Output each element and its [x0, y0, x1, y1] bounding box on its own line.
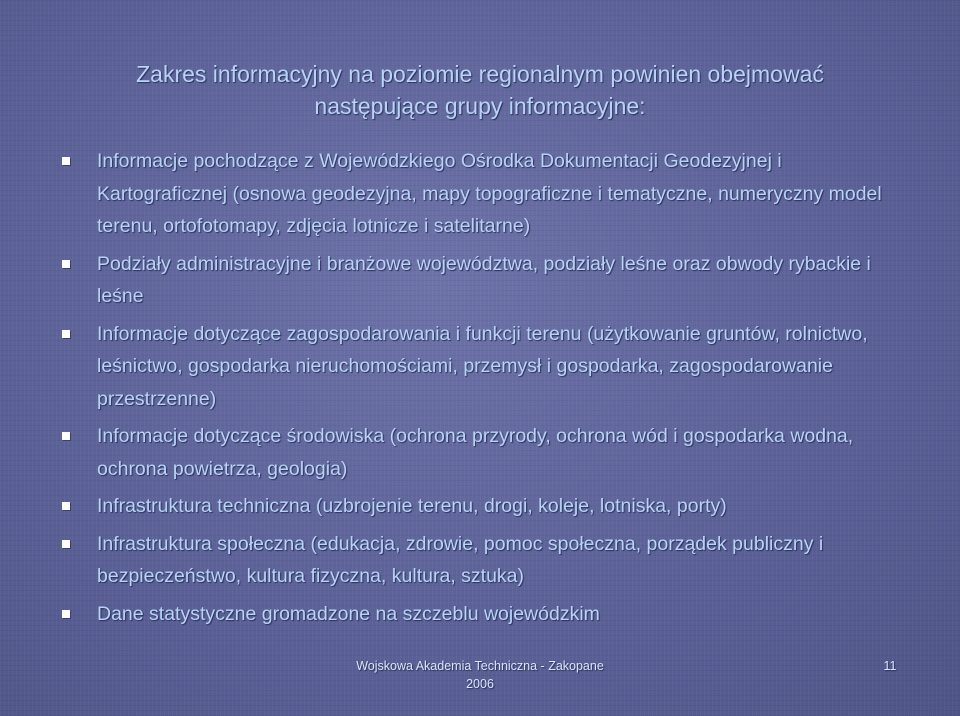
bullet-text: Informacje dotyczące zagospodarowania i funkcji terenu (użytkowanie gruntów, rolnictwo, leśnictwo, gospodarka nieruchomościami, przemysł i gospodarka, zagospodarowanie przestrzenne) [97, 322, 868, 410]
bullet-list [62, 145, 882, 635]
bullet-item-geodetic-documentation [62, 145, 882, 243]
page-number: 11 [883, 659, 897, 673]
footer-year: 2006 [466, 677, 494, 691]
bullet-text: Infrastruktura społeczna (edukacja, zdrowie, pomoc społeczna, porządek publiczny i bezpieczeństwo, kultura fizyczna, kultura, sztuka) [97, 532, 824, 587]
bullet-item-technical-infrastructure [62, 490, 882, 523]
bullet-item-land-use [62, 318, 882, 416]
bullet-item-environment [62, 420, 882, 485]
slide-footer [330, 657, 630, 693]
bullet-item-statistical-data [62, 598, 882, 631]
footer-institution: Wojskowa Akademia Techniczna - Zakopane [356, 659, 604, 673]
square-bullet-icon [62, 432, 70, 440]
bullet-text: Informacje dotyczące środowiska (ochrona przyrody, ochrona wód i gospodarka wodna, ochrona powietrza, geologia) [97, 425, 854, 480]
bullet-text: Dane statystyczne gromadzone na szczeblu wojewódzkim [97, 602, 600, 625]
slide-title-line-2: następujące grupy informacyjne: [314, 93, 646, 119]
square-bullet-icon [62, 260, 70, 268]
bullet-item-social-infrastructure [62, 528, 882, 593]
bullet-item-administrative-divisions [62, 248, 882, 313]
bullet-text: Infrastruktura techniczna (uzbrojenie terenu, drogi, koleje, lotniska, porty) [97, 495, 727, 517]
bullet-text: Podziały administracyjne i branżowe województwa, podziały leśne oraz obwody rybackie i leśne [97, 252, 871, 307]
bullet-text: Informacje pochodzące z Wojewódzkiego Ośrodka Dokumentacji Geodezyjnej i Kartograficznej (osnowa geodezyjna, mapy topograficzne i tematyczne, numeryczny model terenu, ortofotomapy, zdjęcia lotnicze i satelitarne) [97, 150, 882, 237]
slide-title [60, 58, 900, 122]
square-bullet-icon [62, 540, 70, 548]
square-bullet-icon [62, 157, 70, 165]
slide-title-line-1: Zakres informacyjny na poziomie regionalnym powinien obejmować [136, 61, 824, 87]
square-bullet-icon [62, 610, 70, 618]
square-bullet-icon [62, 330, 70, 338]
square-bullet-icon [62, 502, 70, 510]
